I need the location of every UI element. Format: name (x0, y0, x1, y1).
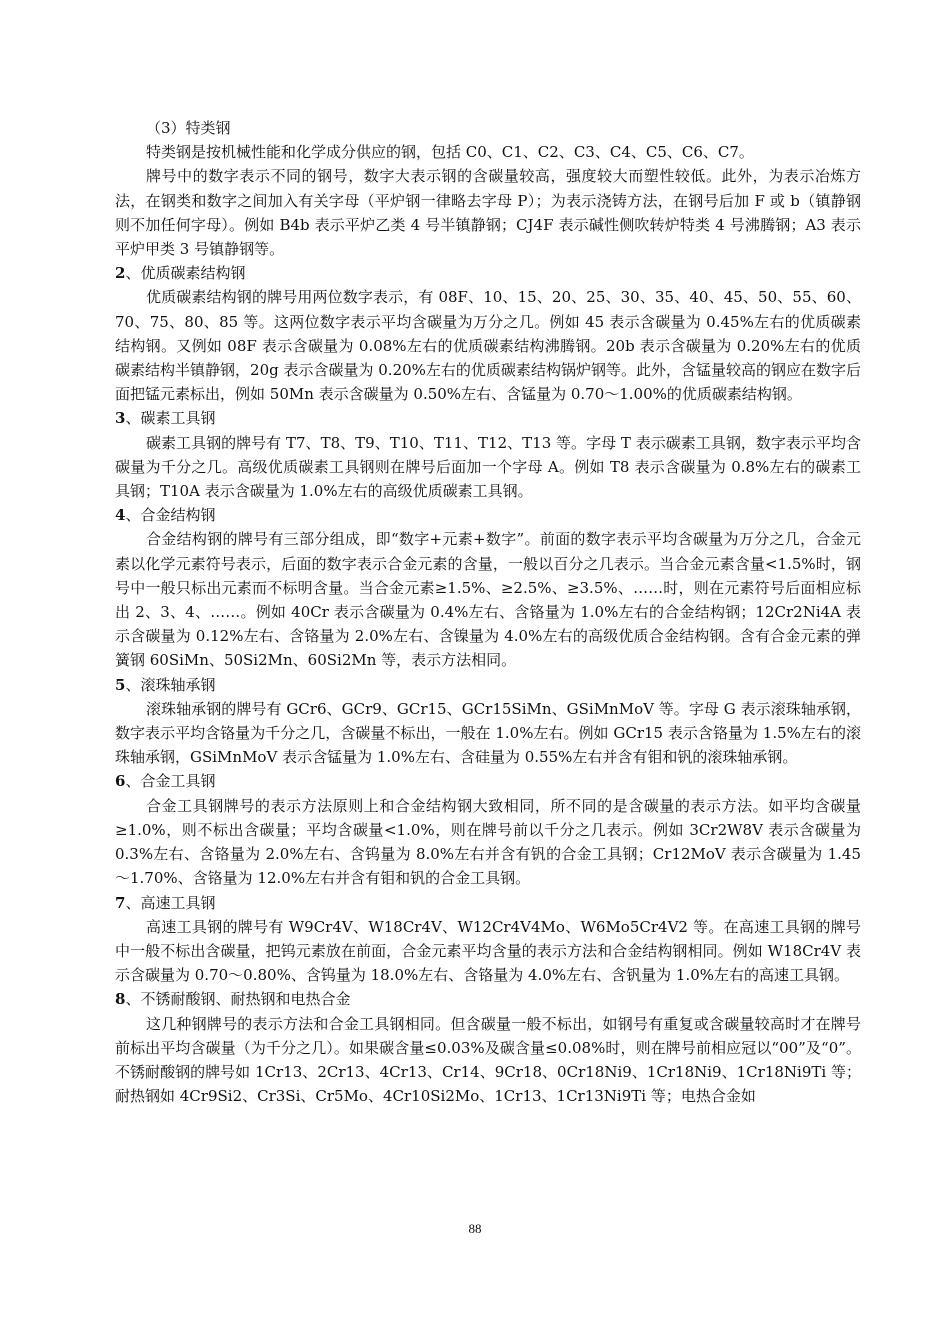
paragraph: 牌号中的数字表示不同的钢号，数字大表示钢的含碳量较高，强度较大而塑性较低。此外，为表示冶炼方法，在钢类和数字之间加入有关字母（平炉钢一律略去字母 P）；为表示浇铸方法，在钢号后加 F 或 b（镇静钢则不加任何字母）。例如 B4b 表示平炉乙类 4 号半镇静钢；CJ4F 表示碱性侧吹转炉特类 4 号沸腾钢；A3 表示平炉甲类 3 号镇静钢等。 (115, 167, 861, 259)
paragraph: 优质碳素结构钢的牌号用两位数字表示，有 08F、10、15、20、25、30、35、40、45、50、55、60、70、75、80、85 等。这两位数字表示平均含碳量为万分之几。例如 45 表示含碳量为 0.45%左右的优质碳素结构钢。又例如 08F 表示含碳量为 0.08%左右的优质碳素结构沸腾钢。20b 表示含碳量为 0.20%左右的优质碳素结构半镇静钢，20g 表示含碳量为 0.20%左右的优质碳素结构锅炉钢等。此外，含锰量较高的钢应在数字后面把锰元素标出，例如 50Mn 表示含碳量为 0.50%左右、含锰量为 0.70～1.00%的优质碳素结构钢。 (115, 288, 861, 404)
section-number: 6 (115, 772, 126, 791)
paragraph: 滚珠轴承钢的牌号有 GCr6、GCr9、GCr15、GCr15SiMn、GSiMnMoV 等。字母 G 表示滚珠轴承钢，数字表示平均含铬量为千分之几，含碳量不标出，一般在 1.0%左右。例如 GCr15 表示含铬量为 1.5%左右的滚珠轴承钢，GSiMnMoV 表示含锰量为 1.0%左右、含硅量为 0.55%左右并含有钼和钒的滚珠轴承钢。 (115, 699, 861, 767)
paragraph: 合金结构钢的牌号有三部分组成，即“数字+元素+数字”。前面的数字表示平均含碳量为万分之几，合金元素以化学元素符号表示，后面的数字表示合金元素的含量，一般以百分之几表示。当合金元素含量<1.5%时，钢号中一般只标出元素而不标明含量。当合金元素≥1.5%、≥2.5%、≥3.5%、……时，则在元素符号后面相应标出 2、3、4、……。例如 40Cr 表示含碳量为 0.4%左右、含铬量为 1.0%左右的合金结构钢；12Cr2Ni4A 表示含碳量为 0.12%左右、含铬量为 2.0%左右、含镍量为 4.0%左右的高级优质合金结构钢。含有合金元素的弹簧钢 60SiMn、50Si2Mn、60Si2Mn 等，表示方法相同。 (115, 530, 861, 670)
section-title: 、合金工具钢 (125, 772, 216, 791)
section-title: 、高速工具钢 (125, 893, 216, 912)
section-heading-alloy-structural-steel (115, 503, 861, 527)
paragraph: 特类钢是按机械性能和化学成分供应的钢，包括 C0、C1、C2、C3、C4、C5、C6、C7。 (146, 143, 754, 162)
section-title: 、滚珠轴承钢 (125, 675, 216, 694)
section-title: 、碳素工具钢 (125, 409, 216, 428)
section-number: 8 (115, 990, 126, 1009)
section-heading-carbon-tool-steel (115, 406, 861, 430)
section-number: 7 (115, 893, 126, 912)
paragraph: 合金工具钢牌号的表示方法原则上和合金结构钢大致相同，所不同的是含碳量的表示方法。如平均含碳量≥1.0%，则不标出含碳量；平均含碳量<1.0%，则在牌号前以千分之几表示。例如 3Cr2W8V 表示含碳量为 0.3%左右、含铬量为 2.0%左右、含钨量为 8.0%左右并含有钒的合金工具钢；Cr12MoV 表示含碳量为 1.45～1.70%、含铬量为 12.0%左右并含有钼和钒的合金工具钢。 (115, 796, 861, 888)
section-heading-quality-carbon-structural-steel (115, 261, 861, 285)
paragraph: 这几种钢牌号的表示方法和合金工具钢相同。但含碳量一般不标出，如钢号有重复或含碳量较高时才在牌号前标出平均含碳量（为千分之几）。如果碳含量≤0.03%及碳含量≤0.08%时，则在牌号前相应冠以“00”及“0”。不锈耐酸钢的牌号如 1Cr13、2Cr13、4Cr13、Cr14、9Cr18、0Cr18Ni9、1Cr18Ni9、1Cr18Ni9Ti 等；耐热钢如 4Cr9Si2、Cr3Si、Cr5Mo、4Cr10Si2Mo、1Cr13、1Cr13Ni9Ti 等；电热合金如 (115, 1014, 861, 1106)
paragraph: 碳素工具钢的牌号有 T7、T8、T9、T10、T11、T12、T13 等。字母 T 表示碳素工具钢，数字表示平均含碳量为千分之几。高级优质碳素工具钢则在牌号后面加一个字母 A。例如 T8 表示含碳量为 0.8%左右的碳素工具钢；T10A 表示含碳量为 1.0%左右的高级优质碳素工具钢。 (115, 433, 861, 501)
section-heading-alloy-tool-steel (115, 769, 861, 793)
section-number: 5 (115, 675, 126, 694)
section-heading-special-steel: （3）特类钢 (146, 119, 231, 137)
paragraph: 高速工具钢的牌号有 W9Cr4V、W18Cr4V、W12Cr4V4Mo、W6Mo5Cr4V2 等。在高速工具钢的牌号中一般不标出含碳量，把钨元素放在前面，合金元素平均含量的表示方法和合金结构钢相同。例如 W18Cr4V 表示含碳量为 0.70～0.80%、含钨量为 18.0%左右、含铬量为 4.0%左右、含钒量为 1.0%左右的高速工具钢。 (115, 917, 861, 985)
page-body (115, 116, 861, 1108)
section-title: 、优质碳素结构钢 (125, 264, 246, 283)
section-heading-stainless-heat-resistant-steel (115, 987, 861, 1011)
section-number: 3 (115, 409, 126, 428)
section-title: 、合金结构钢 (125, 506, 216, 525)
section-title: 、不锈耐酸钢、耐热钢和电热合金 (125, 990, 351, 1009)
section-number: 4 (115, 506, 126, 525)
section-number: 2 (115, 264, 126, 283)
page-number: 88 (468, 1221, 482, 1236)
section-heading-ball-bearing-steel (115, 673, 861, 697)
section-heading-high-speed-tool-steel (115, 891, 861, 915)
